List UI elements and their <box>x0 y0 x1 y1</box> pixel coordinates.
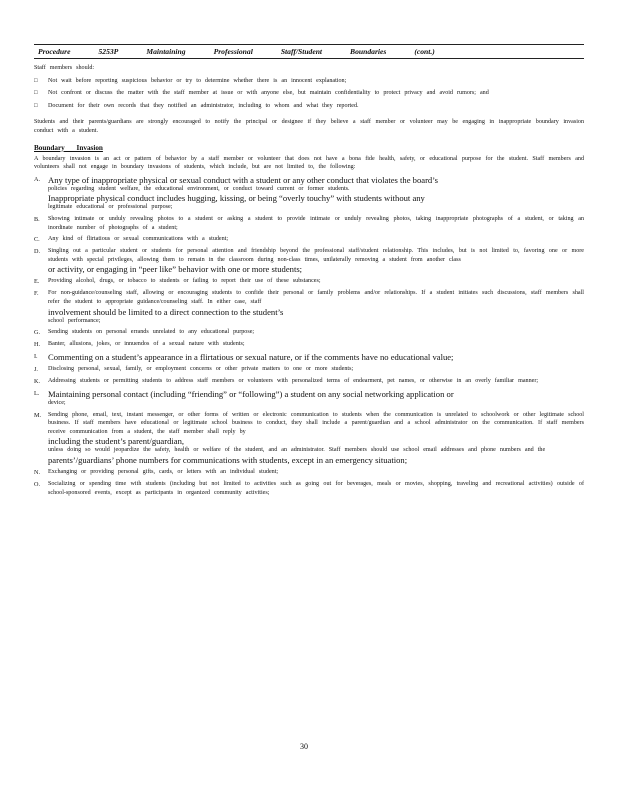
item-letter: K. <box>34 378 41 386</box>
item-letter: I. <box>34 353 38 361</box>
item-text: Banter, allusions, jokes, or innuendos of a sexual nature with students; <box>48 341 245 348</box>
item-letter: H. <box>34 341 41 349</box>
item-text: device; <box>48 400 66 407</box>
list-item <box>34 328 584 337</box>
item-letter: D. <box>34 248 41 256</box>
document-page <box>34 44 584 497</box>
list-item <box>34 377 584 386</box>
item-text: Any type of inappropriate physical or sexual conduct with a student or any other conduct that violates the board’s <box>48 174 438 185</box>
item-text: Maintaining personal contact (including “friending” or “following”) a student on any social networking application or <box>48 389 454 400</box>
item-text: Sending students on personal errands unrelated to any educational purpose; <box>48 329 255 336</box>
item-text: parents’/guardians’ phone numbers for communications with students, except in an emergency situation; <box>48 455 408 466</box>
header-part: (cont.) <box>414 47 435 56</box>
section-intro: A boundary invasion is an act or pattern of behavior by a staff member or volunteer that does not have a bona fide health, safety, or educational purpose for the student. Staff members and volunteers shall not engage in boundary invasions of students, which include, but are not limited to, the following: <box>34 155 584 171</box>
list-item <box>34 289 584 325</box>
checkbox-glyph-icon: □ <box>34 77 38 84</box>
item-text: Socializing or spending time with students (including but not limited to activities such as going out for beverages, meals or movies, shopping, traveling and recreational activities) outside of school-sponsored events, except as participants in organized community activities; <box>48 481 584 496</box>
item-letter: G. <box>34 329 41 337</box>
item-letter: A. <box>34 175 41 183</box>
header-part: 5253P <box>98 47 119 56</box>
item-text: Any kind of flirtatious or sexual communications with a student; <box>48 236 229 243</box>
item-letter: J. <box>34 366 38 374</box>
intro-text: Staff members should: <box>34 65 95 71</box>
item-text: Providing alcohol, drugs, or tobacco to students or failing to report their use of these substances; <box>48 278 321 285</box>
checkbox-glyph-icon: □ <box>34 102 38 109</box>
item-text: legitimate educational or professional purpose; <box>48 204 173 211</box>
item-text: For non-guidance/counseling staff, allowing or encouraging students to confide their personal or family problems and/or relationships. If a student initiates such discussions, staff members shall refer the student to appropriate guidance/counseling staff. In either case, staff <box>48 290 584 305</box>
bullet-item <box>34 77 584 86</box>
header-part: Maintaining <box>146 47 186 56</box>
bullet-list <box>34 77 584 111</box>
list-item <box>34 468 584 477</box>
header-part: Professional <box>213 47 253 56</box>
item-text: Addressing students or permitting students to address staff members or volunteers with personalized terms of endearment, pet names, or otherwise in an overly familiar manner; <box>48 378 539 385</box>
item-letter: M. <box>34 411 42 419</box>
bullet-item <box>34 102 584 111</box>
item-letter: F. <box>34 290 39 298</box>
item-letter: C. <box>34 236 40 244</box>
boundary-list <box>34 175 584 498</box>
list-item <box>34 365 584 374</box>
header-part: Staff/Student <box>280 47 323 56</box>
item-letter: E. <box>34 278 40 286</box>
bullet-text: Not confront or discuss the matter with the staff member at issue or with anyone else, but maintain confidentiality to protect privacy and avoid rumors; and <box>48 90 489 97</box>
item-letter: O. <box>34 481 41 489</box>
item-text: Exchanging or providing personal gifts, cards, or letters with an individual student; <box>48 469 279 476</box>
list-item <box>34 215 584 232</box>
item-text: Showing intimate or unduly revealing photos to a student or asking a student to provide intimate or unduly revealing photos, taking inappropriate photographs of a student, or taking an inordinate number of photographs of a student; <box>48 215 584 231</box>
list-item <box>34 352 584 362</box>
bullet-text: Document for their own records that they notified an administrator, including to whom and what they reported. <box>48 102 359 109</box>
page-number: 30 <box>300 742 308 751</box>
header-part: Procedure <box>38 47 71 56</box>
header-part: Boundaries <box>350 47 387 56</box>
students-paragraph: Students and their parents/guardians are strongly encouraged to notify the principal or designee if they believe a staff member or volunteer may be engaging in inappropriate boundary invasion conduct with a student. <box>34 119 584 134</box>
item-text: school performance; <box>48 317 101 324</box>
item-letter: L. <box>34 390 40 398</box>
item-text: Inappropriate physical conduct includes hugging, kissing, or being “overly touchy” with students without any <box>48 193 425 204</box>
list-item <box>34 411 584 465</box>
list-item <box>34 480 584 497</box>
item-text: Singling out a particular student or students for personal attention and friendship beyond the professional staff/student relationship. This includes, but is not limited to, favoring one or more students with special privileges, allowing them to remain in the classroom during non-class times, unilaterally removing a student from another class <box>48 248 584 263</box>
bullet-item <box>34 89 584 98</box>
item-text: including the student’s parent/guardian, <box>48 436 185 447</box>
section-title: Boundary Invasion <box>34 143 103 152</box>
list-item <box>34 277 584 286</box>
item-text: unless doing so would jeopardize the safety, health or welfare of the student, and an administrator. Staff members should use school email addresses and phone numbers and the <box>48 447 546 454</box>
item-text: policies regarding student welfare, the educational environment, or conduct toward current or former students. <box>48 185 350 192</box>
bullet-text: Not wait before reporting suspicious behavior or try to determine whether there is an innocent explanation; <box>48 77 347 84</box>
item-text: Disclosing personal, sexual, family, or employment concerns or other private matters to one or more students; <box>48 366 354 373</box>
checkbox-glyph-icon: □ <box>34 90 38 97</box>
item-text: or activity, or engaging in “peer like” behavior with one or more students; <box>48 264 303 275</box>
list-item <box>34 175 584 212</box>
item-letter: N. <box>34 469 41 477</box>
list-item <box>34 389 584 408</box>
item-text: Sending phone, email, text, instant messenger, or other forms of written or electronic communication to students when the communication is unrelated to schoolwork or other legitimate school business. If staff members have educational or legitimate school business to conduct, they shall include a parent/guardian and a school administrator on the communication. If staff members receive communication from a student, the staff member shall reply by <box>48 411 584 435</box>
item-letter: B. <box>34 215 40 223</box>
item-text: involvement should be limited to a direct connection to the student’s <box>48 306 284 317</box>
item-text: Commenting on a student’s appearance in a flirtatious or sexual nature, or if the comments have no educational value; <box>48 352 454 363</box>
procedure-header <box>34 44 584 59</box>
list-item <box>34 247 584 274</box>
list-item <box>34 340 584 349</box>
list-item <box>34 235 584 244</box>
